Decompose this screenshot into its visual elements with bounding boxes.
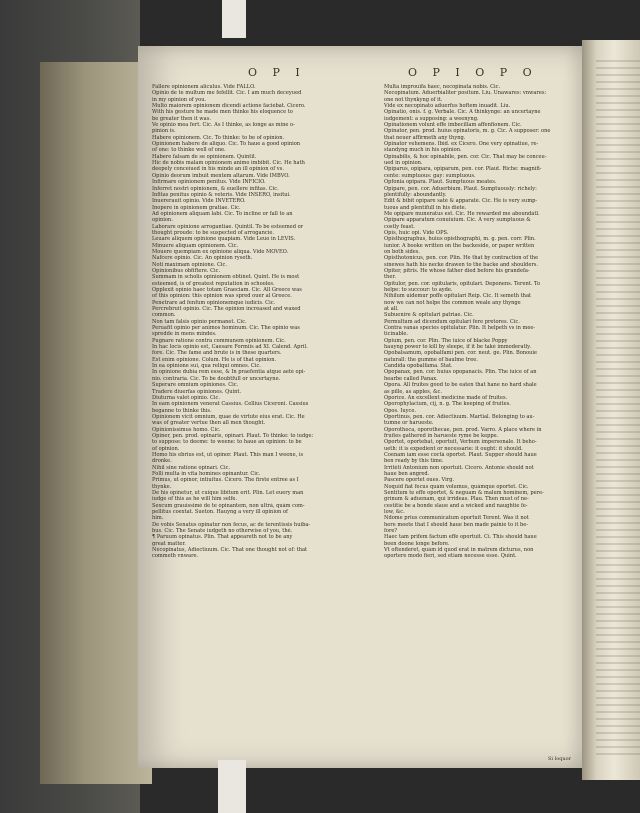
entry-line: Nafcere opinio. Cic. An opinion ryseth. [152,255,253,262]
entry-line: at all. [384,306,399,313]
entry-line: Mouere quempiam ex opinione aliqua. Vide MOVEO. [152,248,289,255]
entry-line: In eam opinionem venerat Cassius. Cellius Ciceroni. Cassius [152,401,309,408]
entry-line: Multa improuifa haec, necopinata nobis. Cic. [384,84,501,90]
entry-line: one not thynkyng of it. [384,96,443,103]
facing-page-text [596,60,640,760]
entry-line: to suppose: to deeme: to weene: to haue an opinion: to be [152,439,302,446]
entry-line: Fallere opinionem aliculus. Vide FALLO. [152,84,256,90]
entry-line: Vt oftenderet, quàm id quod erat in matrem dicturus, non [384,547,534,554]
catchword: Si loquor [548,756,572,762]
entry-line: Infirmare opinionem penitus. Vide INFICIO. [152,179,266,186]
entry-line: Habere falsam de se opinionem. Quintil. [152,153,257,160]
entry-line: of opinion. [152,445,180,452]
entry-line: of one: to thinke well of one. [152,147,226,154]
entry-line: Opfonia opipara. Plaut. Sumptuous meates. [384,179,497,186]
entry-line: Laborare opinione arrogantiae. Quintil. To be esteemed or [152,223,304,230]
entry-line: Opiter, pitris. He whose father died before his grandefa- [384,267,530,274]
entry-line: Oporice. An excellent medicine made of fruites. [384,394,508,401]
entry-line: Opiner, pen. prod. opinaris, opinari. Plaut. To thinke: to iudge: [152,432,314,439]
entry-line: as pille, as apples, &c. [384,388,443,395]
entry-line: great matter. [152,540,186,547]
entry-line: Ve opinio mea fert. Cic. As I thinke, as longe as mine o- [152,122,295,129]
entry-line: Non tam falsis opinio permanet. Cic. [152,318,247,325]
entry-line: Opipare apparatum conuiuium. Cic. A very sumptuous & [384,217,531,224]
entry-line: Minuere aliquam opinionem. Cic. [152,242,239,249]
entry-line: Penetrare ad fenfum opinionemque iudicis. Cic. [152,299,276,306]
entry-line: Nécopinatus, Adiectiuum. Cic. That one thought not of: that [152,547,308,554]
entry-line: hearbe called Panax. [384,375,438,382]
entry-line: Summam in scholis opinionem obtinet. Quint. He is most [152,274,300,281]
entry-line: Oporotheca, oporothecae, pen. prod. Varro. A place where in [384,426,542,433]
entry-line: fruites gathered in harueste ryme be keppe. [384,432,499,439]
entry-line: ben ready by this time. [384,458,444,465]
entry-line: Noti maximam opinione. Cic. [152,261,227,268]
entry-line: With his gesture he made men thinke his eloquence to [152,109,293,116]
entry-line: ther. [384,274,396,281]
entry-line: De vobis Senatus opinatur non fecus, ac de terentissis huiba- [152,521,311,528]
entry-line: haue ben angred. [384,470,430,477]
entry-line: pellitus coextat. Sueton. Hauyng a very ill opinion of [152,509,288,516]
entry-line: Superare omnium opiniones. Cic. [152,382,239,389]
entry-line: Oportet, oportebat, oportuit, Verbum impersonale. It beho- [384,439,537,446]
entry-line: Hic de nobis malam opinionem animo imbibit. Cic. He hath [152,160,305,167]
entry-line: here meete that I should haue ben made painie to it be- [384,521,528,528]
entry-line: plentifully: aboundantly. [384,191,447,198]
entry-line: Me opipare muneratus est. Cic. He rewarded me aboundátl. [384,210,540,217]
entry-line: nio. contraria. Cic. To be doubtfull or uncertayne. [152,375,281,382]
entry-line: Folli multa in vita homines opinantur. Cic. [152,470,261,477]
entry-line: Opinator vehemens. Ibid. ex Cicero. One very opinatiue, re- [384,141,539,148]
entry-line: him. [152,515,164,522]
entry-line: sinewes hath his necke drawen to the backe and shoulders. [384,261,539,268]
entry-line: dronke. [152,458,172,465]
entry-line: Percrebruit opinio. Cic. The opinion increased and waxed [152,306,301,313]
entry-line: Coenam iam esse coctà oportet. Plaut. Supper should haue [384,451,537,458]
entry-line: ued in opinion. [384,160,423,167]
entry-line: In hac locis opinio est, Caesare Formiis ad XI. Calend. April. [152,344,308,351]
entry-line: Candida opobalfama. Stat. [384,363,453,370]
entry-line: Sexcum grauissimé de te opinantem, non ultrà, quàm com- [152,502,305,509]
running-head-left: O P I [248,66,306,79]
entry-line: was of greater vertue then all men thought. [152,420,266,427]
entry-line: Leuare aliquem opinione quapiam. Vide Leuo in LEVIS. [152,236,296,243]
entry-line: Opinio de te multum me fefellit. Cic. I am much deceyued [152,90,302,97]
entry-line: low, &c. [384,509,405,516]
entry-line: Homo his ebrius est, ut opinor. Plaut. This man I weene, is [152,451,304,458]
entry-line: ticinable. [384,331,408,338]
entry-line: hauyng power to kill by sleepe, if it be také immoderatly. [384,344,531,351]
entry-line: Oporophylacium, cij, n. g. The keeping of fruites. [384,401,511,408]
entry-line: common. [152,312,176,319]
entry-line: naturall: the gumme of baulme tree. [384,356,478,363]
entry-line: Opinionissimus homo. Cic. [152,426,221,433]
entry-line: Opplexit opinio haec totam Graeciam. Cic. All Greece was [152,287,302,293]
entry-line: cente: sumptuous: gay: sumptuous. [384,172,476,179]
entry-line: Multò maiorem opinionem dicendi actione faciebat. Cicero. [152,103,306,110]
entry-line: Opium, pen. cor. Plin. The iuice of blacke Poppy [384,337,508,344]
entry-line: esteemed, is of greatest reputation in schooles. [152,280,275,287]
right-column [384,84,586,560]
entry-line: iunior. A booke written on the backeside, or paper written [384,242,535,249]
entry-line: Opipare, pen. cor. Aduerbium. Plaut. Sumptuously: richely: [384,185,537,192]
entry-line: now we can not helpe the common weale any thynge [384,299,521,306]
page-edge-left [40,62,152,784]
entry-line: Noquid fiat fecus quàm volumus, quàmque oportet. Cic. [384,483,529,490]
entry-line: Pugnare ratione contra communem opinionem. Cic. [152,337,286,344]
entry-line: oportere modo fieri, sed etiam necesse esse. Quint. [384,553,517,560]
entry-line: Opinabilis, & hoc opinabile, pen. cor. Cic. That may be conceu- [384,153,547,160]
entry-line: fore? [384,528,398,535]
running-head-right: O P I O P O [408,66,538,79]
entry-line: Irritèti Antonium non oportuit. Cicero. Antonie should not [384,464,534,471]
entry-line: costly feast. [384,223,415,230]
entry-line: deepely conceiued in his minde an ill opinion of vs. [152,166,284,173]
entry-line: Edit & bibit opipare satè & apparatè. Cic. He is very sump- [384,198,538,205]
entry-line: pinion is. [152,128,176,135]
entry-line: Ad opinionem aliquam labi. Cic. To incline or fall to an [152,210,293,217]
entry-line: Opinatio, onis. f. g. Verbale. Cic. A thinkynge: an uncertayne [384,109,541,116]
entry-line: iudge of this as he will him selfe. [152,496,238,503]
entry-line: Oportinus, pen. cor. Adiectiuum. Martial. Belonging to au- [384,413,535,420]
entry-line: Inopere in opinionem gratiae. Cic. [152,204,241,211]
entry-line: Opinationem volunt effe imbecillam affenfionem. Cic. [384,122,522,129]
entry-line: Opinio deorum imbuit mentem altarum. Vide IMBVO. [152,172,290,179]
entry-line: in my opinion of you. [152,96,207,103]
entry-line: Opinionem vicit omnium, quae de virtute eius erat. Cic. He [152,413,305,420]
entry-line: Opis, huic opi. Vide OPS. [384,229,449,236]
entry-line: Nihilum uidemur poffe opitulari Reip. Cic. It semeth that [384,293,532,300]
entry-line: Opitulor, pen. cor. opitularis, opitulari. Deponens. Terent. To [384,280,541,287]
left-column [152,84,354,560]
entry-line: Est enim opinione. Colum. He is of that opinion. [152,356,277,363]
entry-line: Inuererauit opinio. Vide INVETERO. [152,198,246,205]
entry-line: Haec tam prifem factum effe oportuit. Ci. This should haue [384,534,537,541]
entry-line: Infitas penitus opinio & veteris. Vide INSERO, insitui. [152,191,291,198]
entry-line: Habere opinionem. Cic. To thinke: to be of opinion. [152,134,285,141]
entry-line: Opinionem habere de aliquo. Cic. To haue a good opinion [152,141,301,148]
entry-line: Opiparus, opipara, opiparum, pen. cor. Plaut. Riche: magnifi- [384,166,542,173]
entry-line: Permultum ad dicendum opitulari fere pretores. Cic. [384,318,520,325]
entry-line: ¶ Paruum opinatus. Plin. That appeareth not to be any [152,534,293,541]
entry-line: ueth: it is expedient or necessarie: it ought: it should. [384,445,523,452]
entry-line: tuous and plentifull in his diete. [384,204,467,211]
entry-line: Opisthographus, huius opisthographi, m. g. pen. corr. Plin. [384,236,536,243]
entry-line: on both sides. [384,248,420,255]
entry-line: In opinione dubia rem esse, & In praefentia atque aeté opi- [152,369,306,376]
entry-line: cestitie be a bonde slaue and a wicked and naughtie fe- [384,502,528,509]
entry-line: Opisthotonicus, pen. cor. Plin. He that by contraction of the [384,255,539,262]
entry-line: Opos. Iuyce. [384,407,417,414]
entry-line: standyng much in his opinion. [384,147,462,154]
entry-line: commeth vnware. [152,553,199,560]
entry-line: iudgement: a supposing: a weenyng. [384,115,479,122]
entry-line: tumne or harueste. [384,420,434,427]
entry-line: Inferret nostri opinionem, & euellere infitas. Cic. [152,185,279,192]
entry-line: Subuenire & opitulari patriae. Cic. [384,312,474,319]
entry-line: In ea opinione sui, qua reliqui omnes. Cic. [152,363,261,370]
entry-line: bus. Cic. The Senate iudgeth no otherwise of you, thé. [152,528,293,535]
entry-line: been doone longe before. [384,540,450,547]
entry-line: Opobalsamum, opobalfami pen. cor. neut. ge. Plin. Bonouie [384,350,538,357]
entry-line: beganne to thinke this. [152,407,212,414]
entry-line: Opinionibus obfiftere. Cic. [152,267,221,274]
entry-line: Necopinatum. Aduerbialiter positum. Liu. Unawares: vnwares: [384,90,547,97]
entry-line: that neuer affirmeth any thyng. [384,134,466,141]
entry-line: thought proude: to be suspected of arrogancie. [152,229,274,236]
entry-line: spredde in mens mindes. [152,331,217,338]
entry-line: Opora. All fruites good to be eaten that hane no hard shale [384,382,537,389]
ruler-bottom [218,760,246,813]
entry-line: Opopanax, pen. cor. huius opopanacis. Plin. The iuice of an [384,369,537,376]
entry-line: Tradere diuerfas opiniones. Quint. [152,388,242,395]
entry-line: Pascere oportet oues. Virg. [384,477,455,484]
entry-line: helpe: to succour: to ayde. [384,287,453,293]
entry-line: De his opinetur, ut cuique libitum erit. Plin. Let euery man [152,490,304,496]
entry-line: Peruafit opinio per animos hominum. Cic. The opinio was [152,325,300,332]
entry-line: fore. Cic. The fame and brute is in these quarters. [152,350,282,357]
entry-line: be greater then it was. [152,115,211,122]
entry-line: Contra vanas species opitulatur. Plin. It helpeth vs in mee- [384,325,536,332]
entry-line: of this opinion: this opinion was spred ouer al Greece. [152,293,292,300]
entry-line: Ndome prius communicatum oportuit Terent. Was it not [384,515,529,522]
entry-line: Vide ex necopinato aduerfus hoftem inuadit. Liu. [384,103,511,110]
entry-line: grinum & aduenam, qui irrideas. Plau. Then must of ne- [384,496,529,503]
entry-line: thynke. [152,483,172,490]
entry-line: Nihil sine ratione opinari. Cic. [152,464,231,471]
entry-line: Opinator, pen. prod. huius opinatoris, m. g. Cic. A supposer: one [384,128,551,135]
entry-line: Diuturna valet opinio. Cic. [152,394,220,401]
entry-line: Sentitum te effe oportet, & neguam & malum hominem, pere- [384,490,544,496]
entry-line: Primus, ut opinor, intiuitus. Cicero. The firste entree as I [152,477,299,484]
ruler-top [222,0,246,38]
entry-line: opinion. [152,217,173,224]
